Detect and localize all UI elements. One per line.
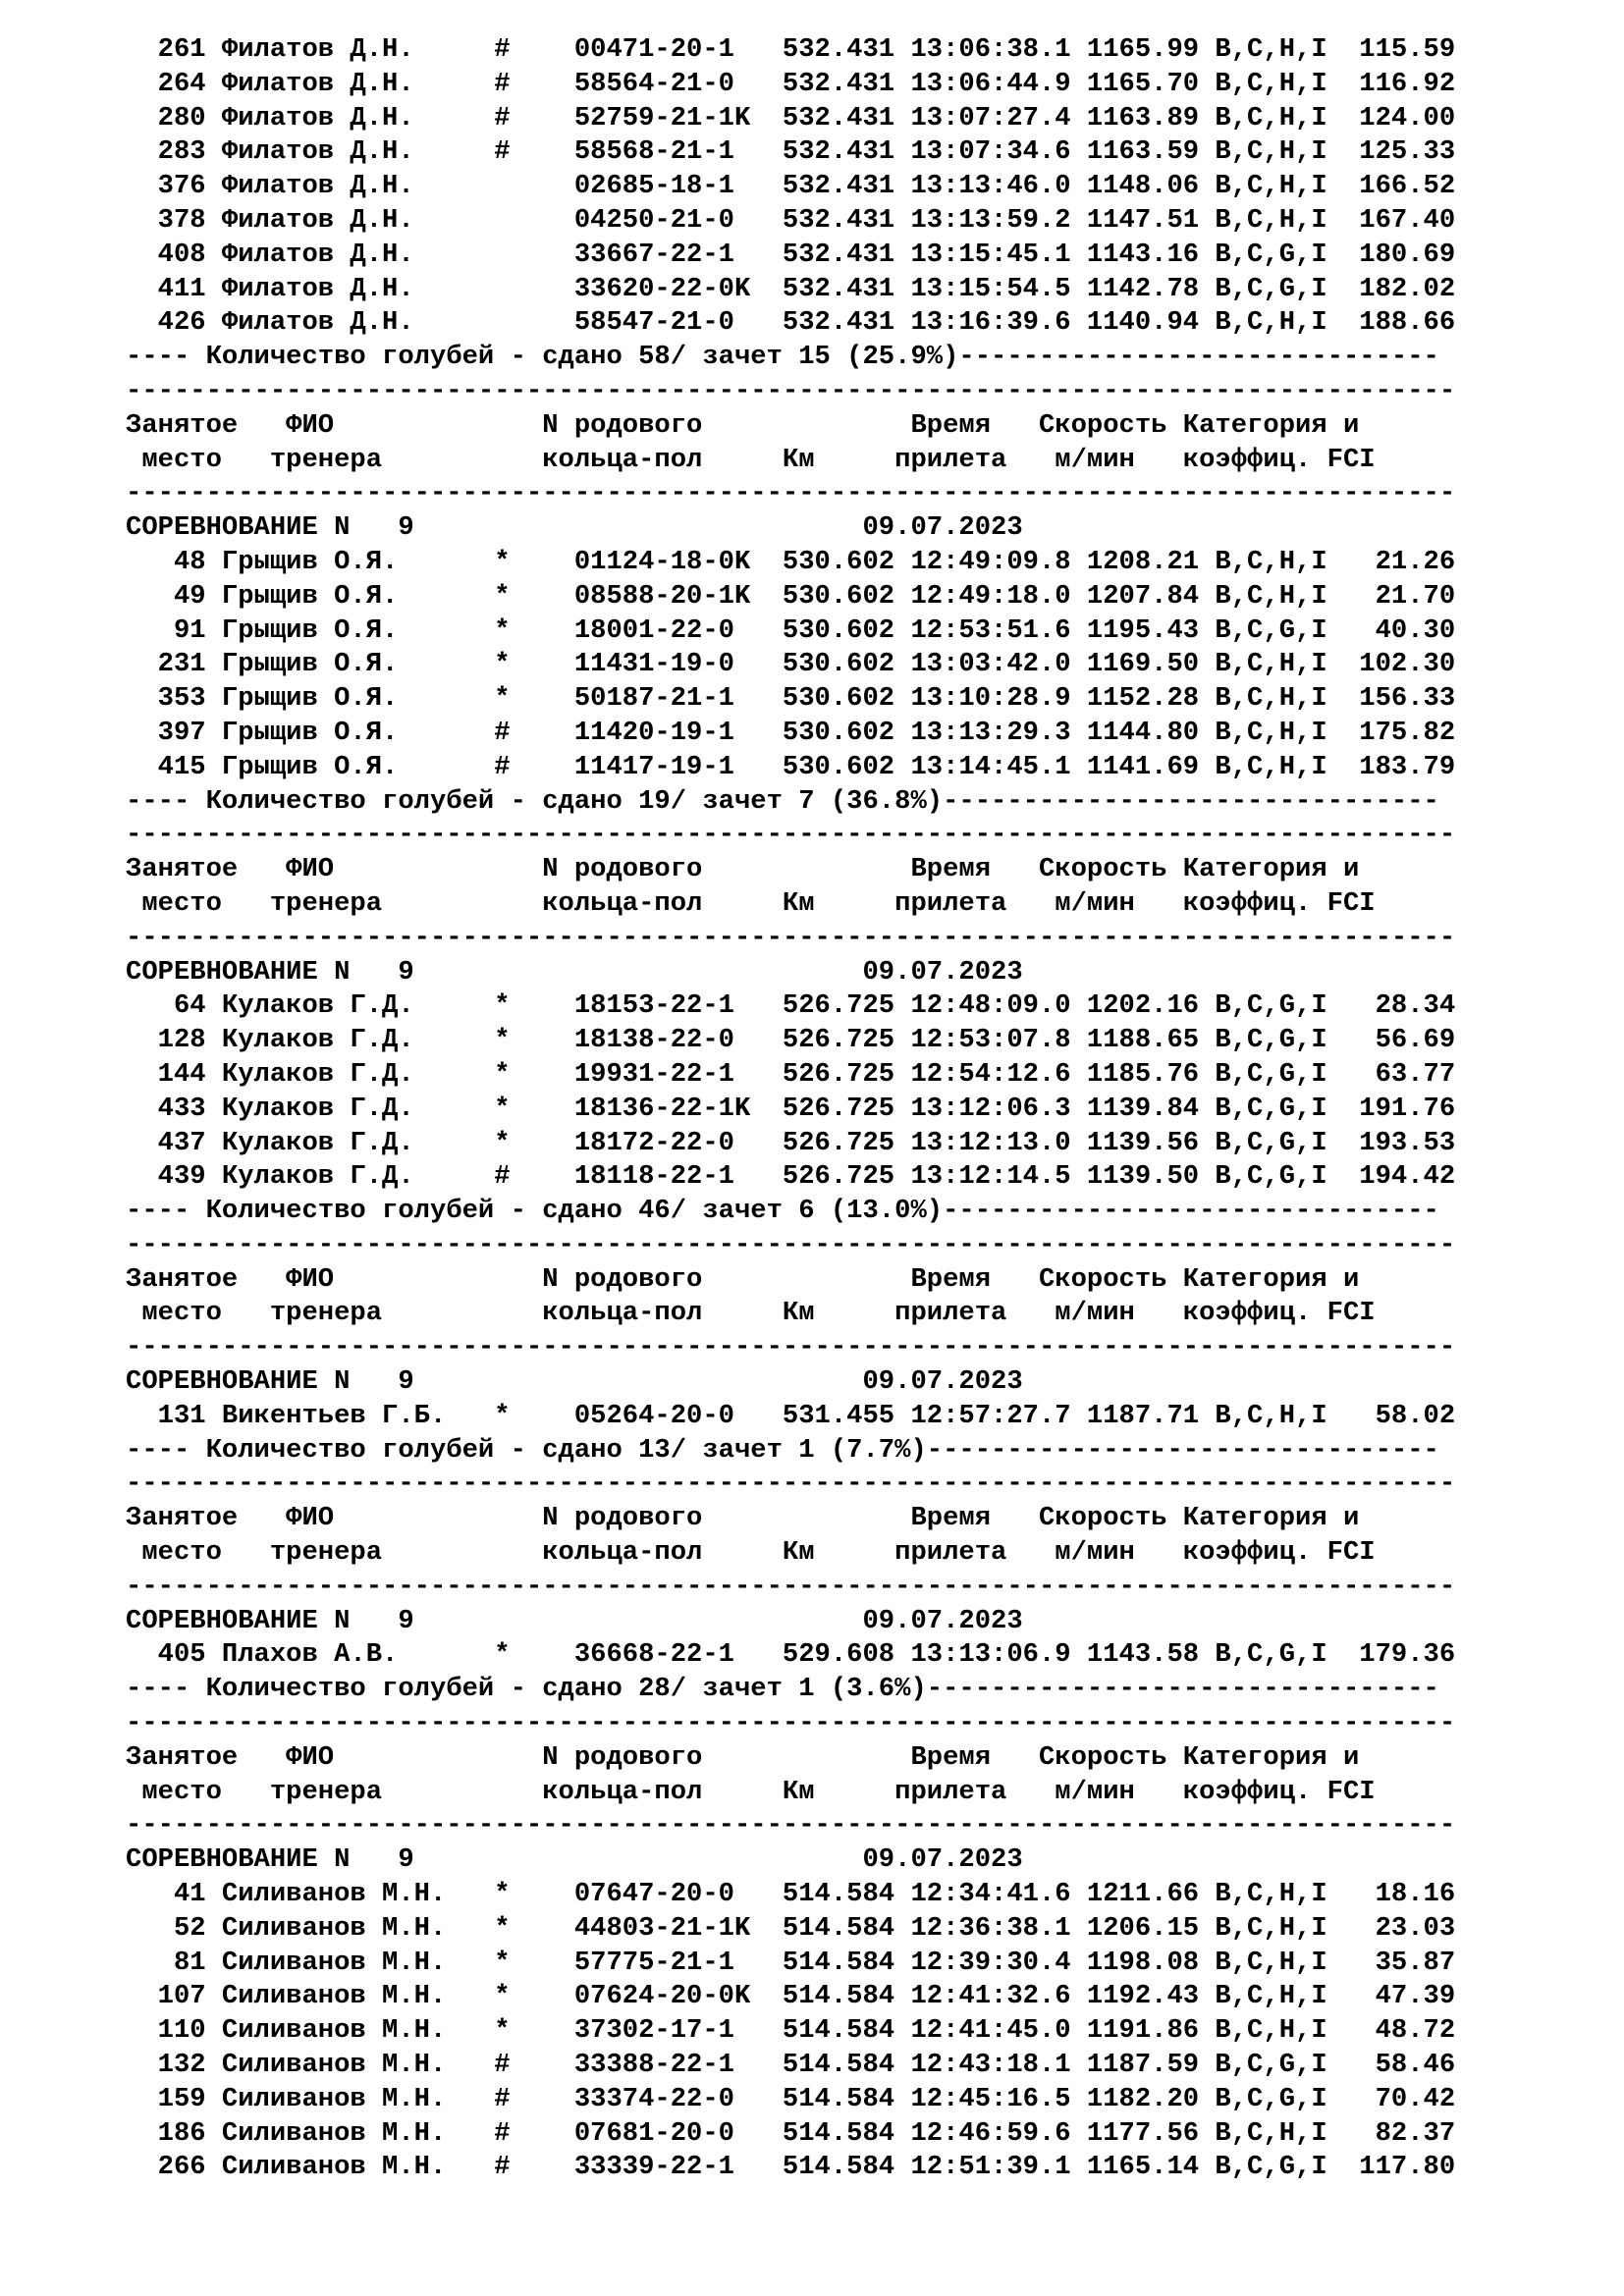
result-row: 144 Кулаков Г.Д. * 19931-22-1 526.725 12:54:12.6 1185.76 B,C,G,I 63.77 bbox=[126, 1058, 1456, 1090]
separator-line: ----------------------------------------------------------------------------------- bbox=[126, 1229, 1456, 1260]
column-header-row-1: Занятое ФИО N родового Время Скорость Категория и bbox=[126, 1263, 1360, 1295]
separator-line: ----------------------------------------------------------------------------------- bbox=[126, 1708, 1456, 1739]
result-row: 110 Силиванов М.Н. * 37302-17-1 514.584 12:41:45.0 1191.86 B,C,H,I 48.72 bbox=[126, 2015, 1456, 2047]
result-row: 397 Грыщив О.Я. # 11420-19-1 530.602 13:13:29.3 1144.80 B,C,H,I 175.82 bbox=[126, 717, 1456, 748]
result-row: 128 Кулаков Г.Д. * 18138-22-0 526.725 12:53:07.8 1188.65 B,C,G,I 56.69 bbox=[126, 1025, 1456, 1056]
separator-line: ----------------------------------------------------------------------------------- bbox=[126, 922, 1456, 953]
result-row: 159 Силиванов М.Н. # 33374-22-0 514.584 12:45:16.5 1182.20 B,C,G,I 70.42 bbox=[126, 2083, 1456, 2114]
summary-line: ---- Количество голубей - сдано 19/ зачет 7 (36.8%)------------------------------- bbox=[126, 785, 1439, 817]
result-row: 264 Филатов Д.Н. # 58564-21-0 532.431 13:06:44.9 1165.70 B,C,H,I 116.92 bbox=[126, 68, 1456, 99]
result-row: 41 Силиванов М.Н. * 07647-20-0 514.584 12:34:41.6 1211.66 B,C,H,I 18.16 bbox=[126, 1879, 1456, 1910]
competition-header: СОРЕВНОВАНИЕ N 9 09.07.2023 bbox=[126, 1605, 1023, 1636]
result-row: 433 Кулаков Г.Д. * 18136-22-1K 526.725 13:12:06.3 1139.84 B,C,G,I 191.76 bbox=[126, 1093, 1456, 1124]
result-row: 107 Силиванов М.Н. * 07624-20-0K 514.584 12:41:32.6 1192.43 B,C,H,I 47.39 bbox=[126, 1981, 1456, 2012]
competition-header: СОРЕВНОВАНИЕ N 9 09.07.2023 bbox=[126, 956, 1023, 988]
summary-line: ---- Количество голубей - сдано 58/ зачет 15 (25.9%)------------------------------ bbox=[126, 342, 1439, 373]
separator-line: ----------------------------------------------------------------------------------- bbox=[126, 1571, 1456, 1602]
result-row: 411 Филатов Д.Н. 33620-22-0K 532.431 13:15:54.5 1142.78 B,C,G,I 182.02 bbox=[126, 273, 1456, 304]
column-header-row-2: место тренера кольца-пол Км прилета м/мин коэффиц. FCI bbox=[126, 1537, 1376, 1569]
column-header-row-1: Занятое ФИО N родового Время Скорость Категория и bbox=[126, 854, 1360, 885]
result-row: 283 Филатов Д.Н. # 58568-21-1 532.431 13:07:34.6 1163.59 B,C,H,I 125.33 bbox=[126, 136, 1456, 168]
result-row: 81 Силиванов М.Н. * 57775-21-1 514.584 12:39:30.4 1198.08 B,C,H,I 35.87 bbox=[126, 1947, 1456, 1978]
result-row: 186 Силиванов М.Н. # 07681-20-0 514.584 12:46:59.6 1177.56 B,C,H,I 82.37 bbox=[126, 2117, 1456, 2149]
column-header-row-2: место тренера кольца-пол Км прилета м/мин коэффиц. FCI bbox=[126, 1298, 1376, 1329]
result-row: 91 Грыщив О.Я. * 18001-22-0 530.602 12:53:51.6 1195.43 B,C,G,I 40.30 bbox=[126, 614, 1456, 646]
competition-header: СОРЕВНОВАНИЕ N 9 09.07.2023 bbox=[126, 512, 1023, 544]
result-row: 353 Грыщив О.Я. * 50187-21-1 530.602 13:10:28.9 1152.28 B,C,H,I 156.33 bbox=[126, 683, 1456, 715]
result-row: 132 Силиванов М.Н. # 33388-22-1 514.584 12:43:18.1 1187.59 B,C,G,I 58.46 bbox=[126, 2050, 1456, 2081]
result-row: 131 Викентьев Г.Б. * 05264-20-0 531.455 12:57:27.7 1187.71 B,C,H,I 58.02 bbox=[126, 1400, 1456, 1431]
result-row: 64 Кулаков Г.Д. * 18153-22-1 526.725 12:48:09.0 1202.16 B,C,G,I 28.34 bbox=[126, 990, 1456, 1022]
column-header-row-2: место тренера кольца-пол Км прилета м/мин коэффиц. FCI bbox=[126, 887, 1376, 919]
separator-line: ----------------------------------------------------------------------------------- bbox=[126, 1468, 1456, 1500]
column-header-row-1: Занятое ФИО N родового Время Скорость Категория и bbox=[126, 409, 1360, 441]
result-row: 378 Филатов Д.Н. 04250-21-0 532.431 13:13:59.2 1147.51 B,C,H,I 167.40 bbox=[126, 204, 1456, 236]
summary-line: ---- Количество голубей - сдано 28/ зачет 1 (3.6%)-------------------------------- bbox=[126, 1674, 1439, 1705]
summary-line: ---- Количество голубей - сдано 46/ зачет 6 (13.0%)------------------------------- bbox=[126, 1196, 1439, 1227]
separator-line: ----------------------------------------------------------------------------------- bbox=[126, 1332, 1456, 1363]
result-row: 52 Силиванов М.Н. * 44803-21-1K 514.584 12:36:38.1 1206.15 B,C,H,I 23.03 bbox=[126, 1912, 1456, 1944]
result-row: 439 Кулаков Г.Д. # 18118-22-1 526.725 13:12:14.5 1139.50 B,C,G,I 194.42 bbox=[126, 1161, 1456, 1193]
column-header-row-1: Занятое ФИО N родового Время Скорость Категория и bbox=[126, 1741, 1360, 1773]
separator-line: ----------------------------------------------------------------------------------- bbox=[126, 1810, 1456, 1842]
result-row: 261 Филатов Д.Н. # 00471-20-1 532.431 13:06:38.1 1165.99 B,C,H,I 115.59 bbox=[126, 34, 1456, 65]
column-header-row-2: место тренера кольца-пол Км прилета м/мин коэффиц. FCI bbox=[126, 444, 1376, 475]
result-row: 415 Грыщив О.Я. # 11417-19-1 530.602 13:14:45.1 1141.69 B,C,H,I 183.79 bbox=[126, 751, 1456, 782]
result-row: 280 Филатов Д.Н. # 52759-21-1K 532.431 13:07:27.4 1163.89 B,C,H,I 124.00 bbox=[126, 102, 1456, 133]
separator-line: ----------------------------------------------------------------------------------- bbox=[126, 478, 1456, 509]
summary-line: ---- Количество голубей - сдано 13/ зачет 1 (7.7%)-------------------------------- bbox=[126, 1434, 1439, 1466]
competition-header: СОРЕВНОВАНИЕ N 9 09.07.2023 bbox=[126, 1366, 1023, 1398]
results-printout bbox=[126, 33, 1598, 2185]
result-row: 426 Филатов Д.Н. 58547-21-0 532.431 13:16:39.6 1140.94 B,C,H,I 188.66 bbox=[126, 307, 1456, 339]
result-row: 405 Плахов А.В. * 36668-22-1 529.608 13:13:06.9 1143.58 B,C,G,I 179.36 bbox=[126, 1639, 1456, 1671]
result-row: 376 Филатов Д.Н. 02685-18-1 532.431 13:13:46.0 1148.06 B,C,H,I 166.52 bbox=[126, 171, 1456, 202]
result-row: 437 Кулаков Г.Д. * 18172-22-0 526.725 13:12:13.0 1139.56 B,C,G,I 193.53 bbox=[126, 1127, 1456, 1158]
result-row: 266 Силиванов М.Н. # 33339-22-1 514.584 12:51:39.1 1165.14 B,C,G,I 117.80 bbox=[126, 2152, 1456, 2183]
separator-line: ----------------------------------------------------------------------------------- bbox=[126, 375, 1456, 406]
result-row: 231 Грыщив О.Я. * 11431-19-0 530.602 13:03:42.0 1169.50 B,C,H,I 102.30 bbox=[126, 649, 1456, 680]
result-row: 408 Филатов Д.Н. 33667-22-1 532.431 13:15:45.1 1143.16 B,C,G,I 180.69 bbox=[126, 239, 1456, 270]
column-header-row-1: Занятое ФИО N родового Время Скорость Категория и bbox=[126, 1503, 1360, 1534]
result-row: 48 Грыщив О.Я. * 01124-18-0K 530.602 12:49:09.8 1208.21 B,C,H,I 21.26 bbox=[126, 546, 1456, 577]
result-row: 49 Грыщив О.Я. * 08588-20-1K 530.602 12:49:18.0 1207.84 B,C,H,I 21.70 bbox=[126, 580, 1456, 612]
competition-header: СОРЕВНОВАНИЕ N 9 09.07.2023 bbox=[126, 1844, 1023, 1876]
column-header-row-2: место тренера кольца-пол Км прилета м/мин коэффиц. FCI bbox=[126, 1776, 1376, 1807]
separator-line: ----------------------------------------------------------------------------------- bbox=[126, 820, 1456, 851]
